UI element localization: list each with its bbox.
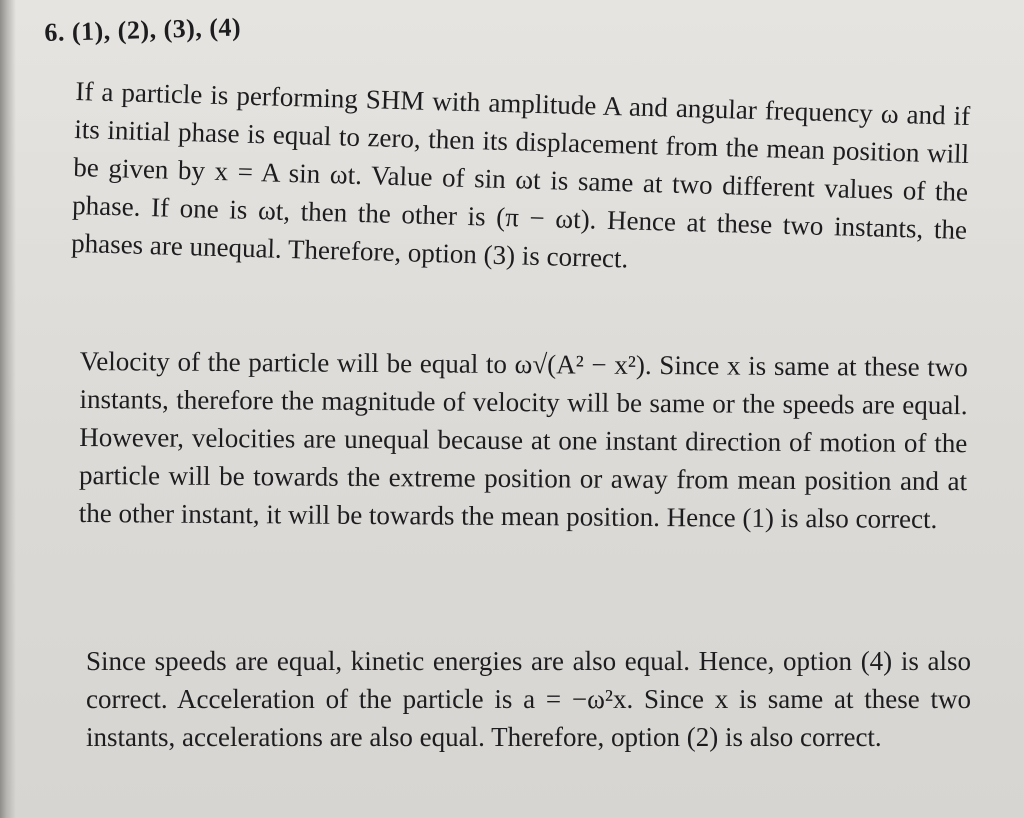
page-edge-shadow	[0, 0, 16, 818]
paragraph-energy-acceleration: Since speeds are equal, kinetic energies are also equal. Hence, option (4) is also correct. Acceleration of the particle is a = −ω²x. Since x is same at these two instants, accelerations are also equal. Therefore, option (2) is also correct.	[86, 646, 971, 752]
answer-heading	[44, 13, 242, 48]
paragraph-velocity: Velocity of the particle will be equal to ω√(A² − x²). Since x is same at these two instants, therefore the magnitude of velocity will be same or the speeds are equal. However, velocities are unequal because at one instant direction of motion of the particle will be towards the extreme position or away from mean position and at the other instant, it will be towards the mean position. Hence (1) is also correct.	[78, 345, 968, 534]
paragraph-phase: If a particle is performing SHM with amplitude A and angular frequency ω and if its initial phase is equal to zero, then its displacement from the mean position will be given by x = A sin ωt. Value of sin ωt is same at two different values of the phase. If one is ωt, then the other is (π − ωt). Hence at these two instants, the phases are unequal. Therefore, option (3) is correct.	[70, 75, 971, 274]
answer-number: 6.	[44, 17, 66, 47]
answer-options: (1), (2), (3), (4)	[71, 12, 242, 47]
